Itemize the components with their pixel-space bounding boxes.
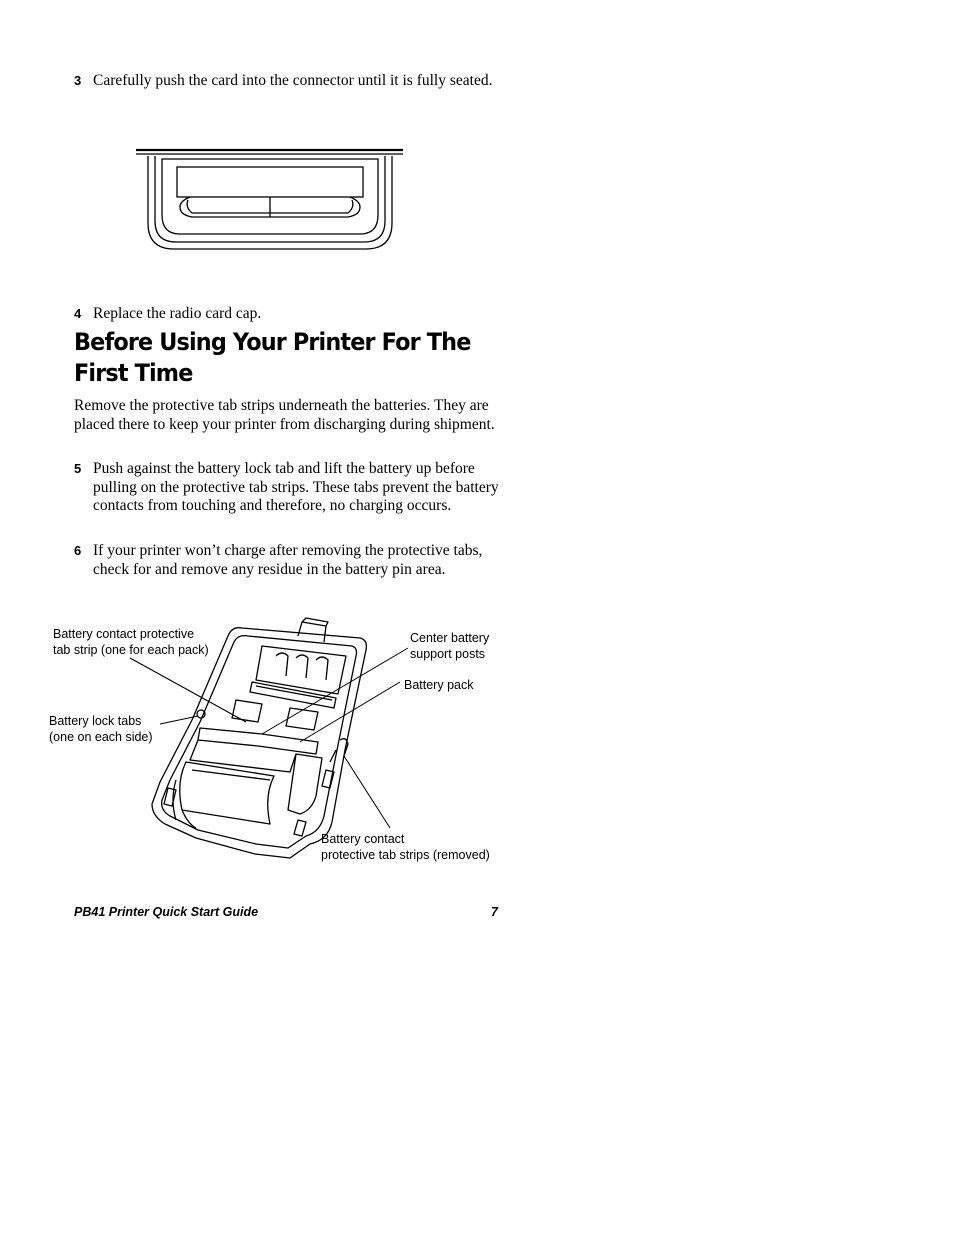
step-number: 4 (74, 306, 82, 321)
callout-line: Battery contact protective (53, 627, 195, 641)
callout-line: Center battery (410, 631, 490, 645)
callout-removed-strips (321, 831, 490, 863)
step-6 (74, 542, 514, 579)
callout-line: tab strip (one for each pack) (53, 643, 209, 657)
callout-line: Battery pack (404, 678, 474, 692)
callout-center-posts (410, 630, 489, 662)
radio-card-connector-figure (130, 145, 410, 260)
step-number: 5 (74, 461, 82, 476)
step-text: Push against the battery lock tab and lift the battery up before pulling on the protective tab strips. These tabs prevent the battery contacts from touching and therefore, no charging occurs. (93, 460, 499, 515)
step-5 (74, 460, 514, 516)
intro-paragraph: Remove the protective tab strips underneath the batteries. They are placed there to keep your printer from discharging during shipment. (74, 397, 495, 433)
callout-contact-tab-strip (53, 626, 209, 658)
step-number: 3 (74, 73, 82, 88)
step-text: If your printer won’t charge after removing the protective tabs, check for and remove any residue in the battery pin area. (93, 542, 483, 578)
section-heading: Before Using Your Printer For The First Time (74, 328, 471, 387)
step-text: Replace the radio card cap. (93, 305, 262, 322)
callout-lock-tabs (49, 713, 153, 745)
callout-line: protective tab strips (removed) (321, 848, 490, 862)
step-text: Carefully push the card into the connector until it is fully seated. (93, 72, 493, 89)
callout-line: Battery contact (321, 832, 405, 846)
callout-battery-pack (404, 677, 473, 693)
callout-line: (one on each side) (49, 730, 153, 744)
footer-page-number: 7 (491, 905, 498, 919)
callout-line: support posts (410, 647, 486, 661)
step-number: 6 (74, 543, 82, 558)
footer-title: PB41 Printer Quick Start Guide (74, 905, 259, 919)
callout-line: Battery lock tabs (49, 714, 142, 728)
step-3 (74, 72, 514, 91)
step-4 (74, 305, 514, 324)
